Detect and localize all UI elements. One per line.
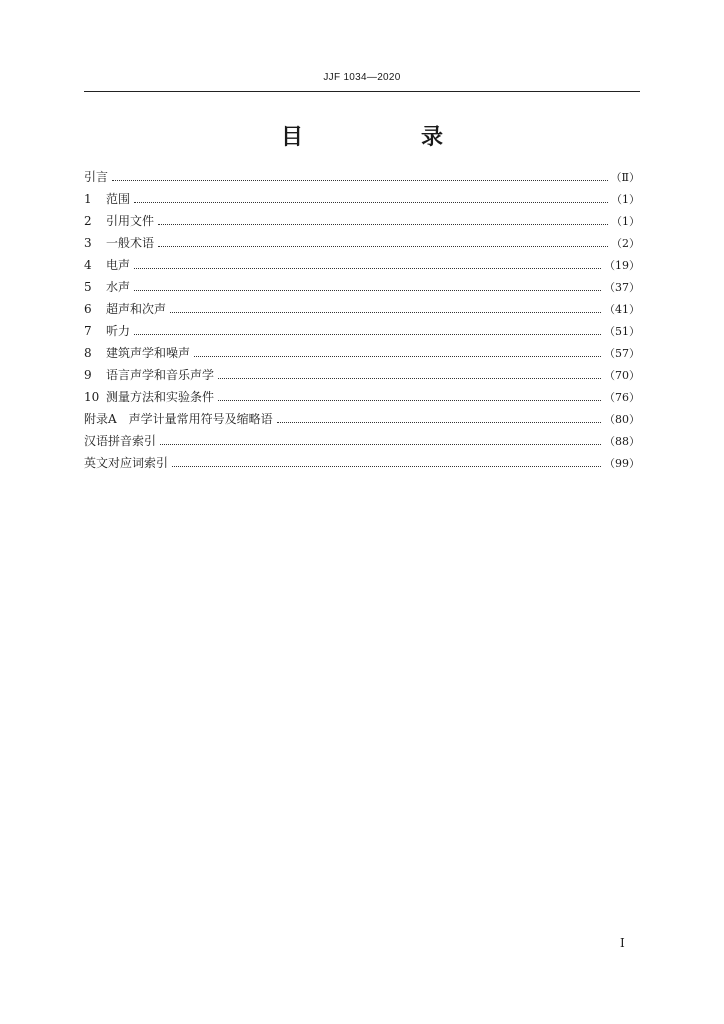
toc-entry[interactable] xyxy=(84,168,640,190)
page-number: Ⅰ xyxy=(620,936,625,950)
toc-entry[interactable] xyxy=(84,410,640,432)
toc-entry-label: 引言 xyxy=(84,170,109,184)
toc-entry[interactable] xyxy=(84,212,640,234)
header-rule xyxy=(84,91,640,92)
toc-dot-leader xyxy=(158,217,608,225)
toc-entry-page: （2） xyxy=(611,237,640,250)
toc-entry-label: 建筑声学和噪声 xyxy=(106,346,191,360)
toc-entry-page: （37） xyxy=(604,281,640,294)
toc-dot-leader xyxy=(194,349,601,357)
toc-entry-page: （80） xyxy=(604,413,640,426)
table-of-contents xyxy=(84,168,640,476)
toc-entry-label: 一般术语 xyxy=(106,236,155,250)
toc-entry-label: 测量方法和实验条件 xyxy=(106,390,215,404)
toc-entry-label: 汉语拼音索引 xyxy=(84,434,157,448)
toc-entry-number: 4 xyxy=(84,258,92,272)
toc-entry-label: 听力 xyxy=(106,324,131,338)
toc-entry-label: 引用文件 xyxy=(106,214,155,228)
toc-entry-page: （99） xyxy=(604,457,640,470)
toc-entry-page: （88） xyxy=(604,435,640,448)
toc-entry-label: 范围 xyxy=(106,192,131,206)
toc-dot-leader xyxy=(218,393,601,401)
toc-entry[interactable] xyxy=(84,388,640,410)
toc-entry[interactable] xyxy=(84,344,640,366)
toc-entry[interactable] xyxy=(84,256,640,278)
toc-entry-number: 5 xyxy=(84,280,92,294)
toc-entry[interactable] xyxy=(84,366,640,388)
toc-entry-label: 电声 xyxy=(106,258,131,272)
toc-entry[interactable] xyxy=(84,454,640,476)
toc-dot-leader xyxy=(160,437,601,445)
toc-entry[interactable] xyxy=(84,234,640,256)
toc-entry-page: （70） xyxy=(604,369,640,382)
toc-entry-number: 9 xyxy=(84,368,92,382)
toc-dot-leader xyxy=(134,327,601,335)
toc-entry[interactable] xyxy=(84,300,640,322)
toc-entry-label: 英文对应词索引 xyxy=(84,456,169,470)
toc-entry-label: 超声和次声 xyxy=(106,302,167,316)
toc-entry-number: 6 xyxy=(84,302,92,316)
document-code: JJF 1034—2020 xyxy=(323,72,401,83)
toc-dot-leader xyxy=(112,173,608,181)
toc-entry-page: （1） xyxy=(611,215,640,228)
toc-title: 目 录 xyxy=(280,125,491,150)
toc-entry-page: （57） xyxy=(604,347,640,360)
toc-entry-page: （Ⅱ） xyxy=(610,171,640,184)
toc-entry-number: 1 xyxy=(84,192,92,206)
toc-entry-label: 语言声学和音乐声学 xyxy=(106,368,215,382)
toc-entry-number: 3 xyxy=(84,236,92,250)
toc-entry-page: （41） xyxy=(604,303,640,316)
toc-entry-label: 附录A 声学计量常用符号及缩略语 xyxy=(84,412,273,426)
toc-entry[interactable] xyxy=(84,190,640,212)
toc-entry-page: （51） xyxy=(604,325,640,338)
toc-entry[interactable] xyxy=(84,432,640,454)
toc-dot-leader xyxy=(134,261,601,269)
toc-entry-page: （1） xyxy=(611,193,640,206)
toc-dot-leader xyxy=(158,239,608,247)
toc-dot-leader xyxy=(170,305,601,313)
toc-entry-number: 7 xyxy=(84,324,92,338)
toc-dot-leader xyxy=(134,283,601,291)
toc-entry-label: 水声 xyxy=(106,280,131,294)
toc-entry-number: 8 xyxy=(84,346,92,360)
toc-dot-leader xyxy=(134,195,608,203)
toc-dot-leader xyxy=(172,459,601,467)
toc-entry-number: 2 xyxy=(84,214,92,228)
toc-dot-leader xyxy=(218,371,601,379)
toc-entry-number: 10 xyxy=(84,390,100,404)
toc-entry[interactable] xyxy=(84,322,640,344)
toc-entry[interactable] xyxy=(84,278,640,300)
toc-dot-leader xyxy=(277,415,601,423)
toc-entry-page: （76） xyxy=(604,391,640,404)
toc-entry-page: （19） xyxy=(604,259,640,272)
